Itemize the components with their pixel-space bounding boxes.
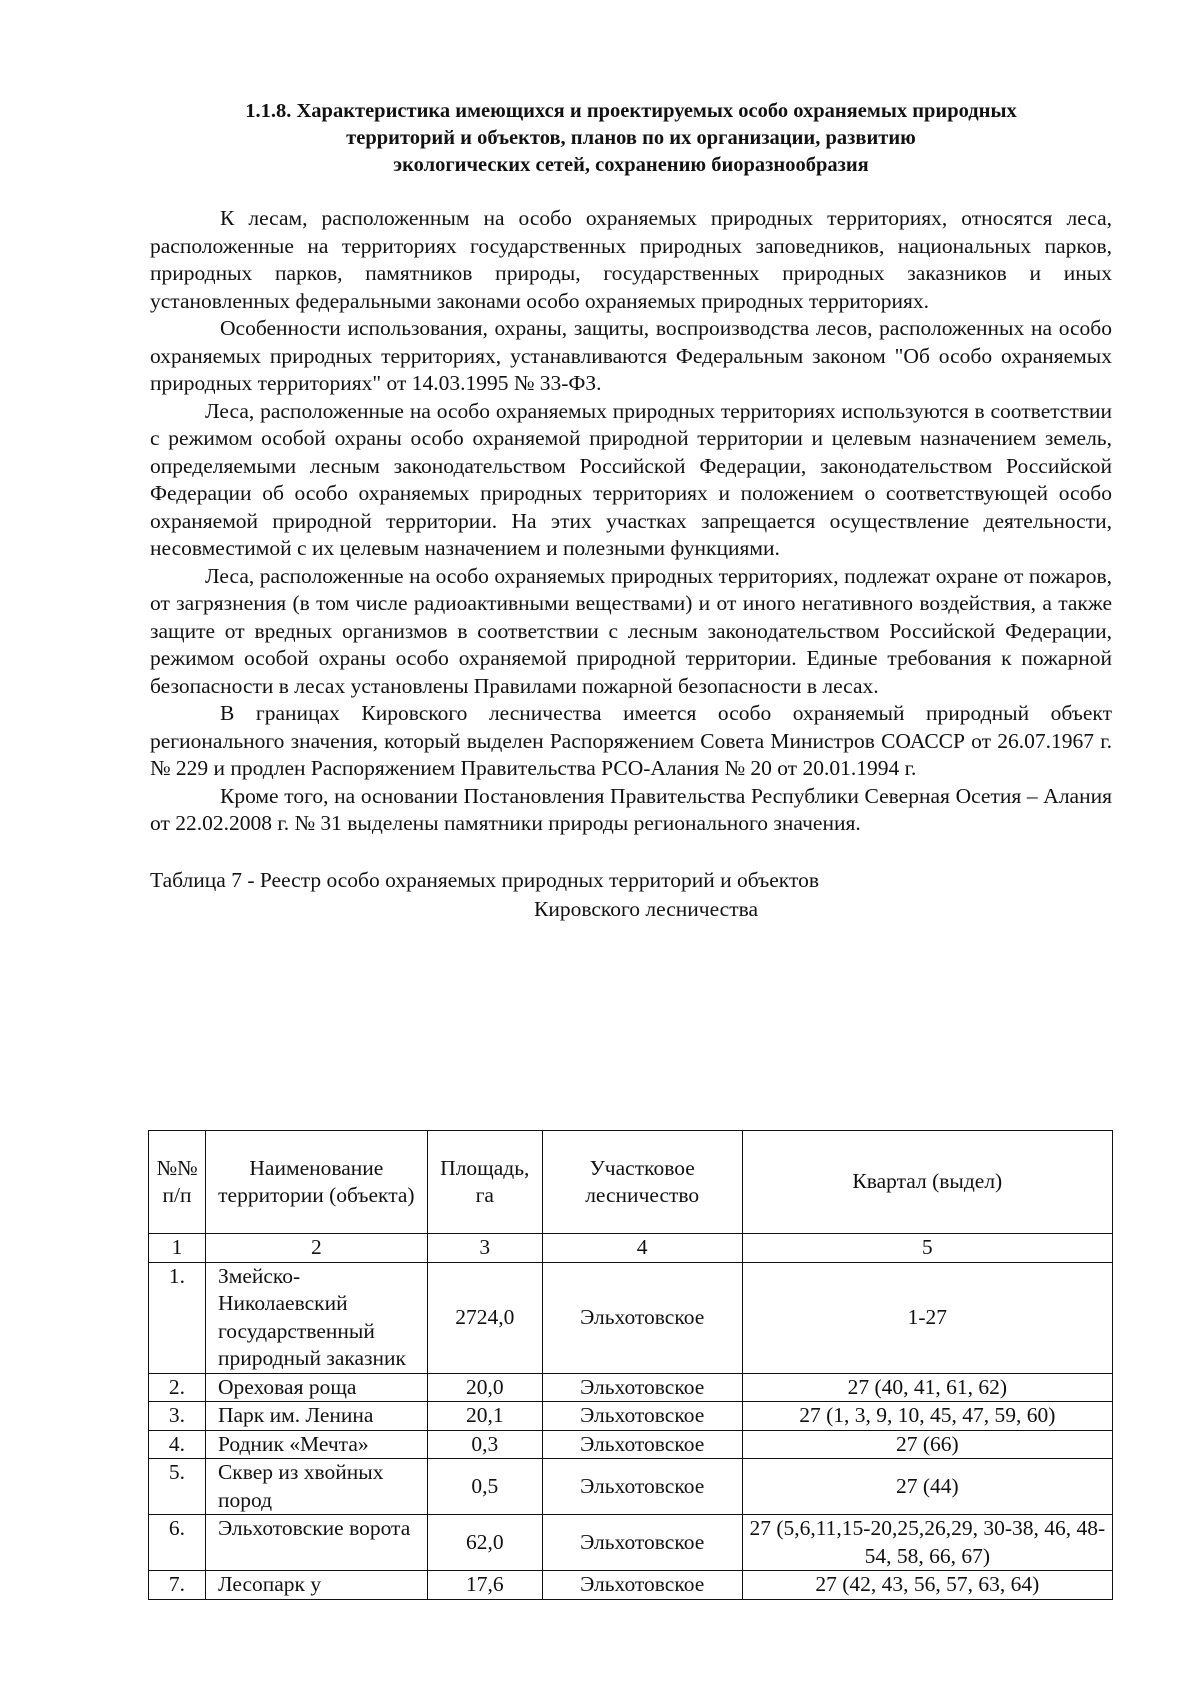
table-header-row	[149, 1131, 1113, 1234]
cell-quarter: 27 (1, 3, 9, 10, 45, 47, 59, 60)	[742, 1402, 1112, 1431]
cell-name: Сквер из хвойных пород	[205, 1459, 427, 1515]
cell-num: 4.	[149, 1430, 206, 1459]
cell-area: 20,0	[427, 1373, 542, 1402]
cell-area: 0,5	[427, 1459, 542, 1515]
registry-table	[148, 1130, 1113, 1600]
cell-name: Эльхотовские ворота	[205, 1515, 427, 1571]
column-number: 5	[742, 1234, 1112, 1263]
header-forestry: Участковое лесничество	[542, 1131, 742, 1234]
table-row	[149, 1430, 1113, 1459]
cell-forestry: Эльхотовское	[542, 1430, 742, 1459]
paragraph: Леса, расположенные на особо охраняемых природных территориях, подлежат охране от пожаров, от загрязнения (в том числе радиоактивными веществами) и от иного негативного воздействия, а также защите от вредных организмов в соответствии с лесным законодательством Российской Федерации, режимом особой охраны особо охраняемой природной территории. Единые требования к пожарной безопасности в лесах установлены Правилами пожарной безопасности в лесах.	[150, 563, 1112, 698]
cell-forestry: Эльхотовское	[542, 1373, 742, 1402]
cell-forestry: Эльхотовское	[542, 1402, 742, 1431]
table-caption	[150, 866, 1112, 924]
header-name: Наименование территории (объекта)	[205, 1131, 427, 1234]
paragraph: Кроме того, на основании Постановления Правительства Республики Северная Осетия – Алания от 22.02.2008 г. № 31 выделены памятники природы регионального значения.	[150, 783, 1112, 835]
cell-num: 6.	[149, 1515, 206, 1571]
paragraph: К лесам, расположенным на особо охраняемых природных территориях, относятся леса, расположенные на территориях государственных природных заповедников, национальных парков, природных парков, памятников природы, государственных природных заказников и иных установленных федеральными законами особо охраняемых природных территориях.	[150, 206, 1112, 313]
column-number: 3	[427, 1234, 542, 1263]
table-row	[149, 1515, 1113, 1571]
header-area: Площадь, га	[427, 1131, 542, 1234]
table-row	[149, 1571, 1113, 1600]
column-number: 1	[149, 1234, 206, 1263]
table-caption-line: Кировского лесничества	[533, 896, 759, 921]
column-number-row	[149, 1234, 1113, 1263]
cell-quarter: 27 (42, 43, 56, 57, 63, 64)	[742, 1571, 1112, 1600]
table-row	[149, 1262, 1113, 1373]
cell-area: 0,3	[427, 1430, 542, 1459]
cell-forestry: Эльхотовское	[542, 1571, 742, 1600]
paragraph: Особенности использования, охраны, защиты, воспроизводства лесов, расположенных на особо охраняемых природных территориях, устанавливаются Федеральным законом "Об особо охраняемых природных территориях" от 14.03.1995 № 33-ФЗ.	[150, 316, 1112, 395]
column-number: 2	[205, 1234, 427, 1263]
document-page	[150, 98, 1112, 924]
cell-num: 1.	[149, 1262, 206, 1373]
section-heading	[150, 98, 1112, 179]
cell-quarter: 27 (40, 41, 61, 62)	[742, 1373, 1112, 1402]
cell-quarter: 27 (66)	[742, 1430, 1112, 1459]
cell-area: 20,1	[427, 1402, 542, 1431]
table-row	[149, 1402, 1113, 1431]
cell-quarter: 27 (5,6,11,15-20,25,26,29, 30-38, 46, 48-54, 58, 66, 67)	[742, 1515, 1112, 1571]
cell-quarter: 27 (44)	[742, 1459, 1112, 1515]
paragraph: Леса, расположенные на особо охраняемых природных территориях используются в соответствии с режимом особой охраны особо охраняемой природной территории и целевым назначением земель, определяемыми лесным законодательством Российской Федерации, законодательством Российской Федерации об особо охраняемых природных территориях и положением о соответствующей особо охраняемой природной территории. На этих участках запрещается осуществление деятельности, несовместимой с их целевым назначением и полезными функциями.	[150, 398, 1112, 560]
paragraph: В границах Кировского лесничества имеется особо охраняемый природный объект регионального значения, который выделен Распоряжением Совета Министров СОАССР от 26.07.1967 г. № 229 и продлен Распоряжением Правительства РСО-Алания № 20 от 20.01.1994 г.	[150, 701, 1112, 780]
cell-num: 2.	[149, 1373, 206, 1402]
body-text	[150, 205, 1112, 838]
cell-num: 5.	[149, 1459, 206, 1515]
cell-quarter: 1-27	[742, 1262, 1112, 1373]
cell-forestry: Эльхотовское	[542, 1459, 742, 1515]
column-number: 4	[542, 1234, 742, 1263]
cell-name: Парк им. Ленина	[205, 1402, 427, 1431]
table-row	[149, 1459, 1113, 1515]
header-num: №№ п/п	[149, 1131, 206, 1234]
cell-name: Змейско-Николаевский государственный природный заказник	[205, 1262, 427, 1373]
cell-name: Ореховая роща	[205, 1373, 427, 1402]
cell-forestry: Эльхотовское	[542, 1515, 742, 1571]
cell-forestry: Эльхотовское	[542, 1262, 742, 1373]
header-quarter: Квартал (выдел)	[742, 1131, 1112, 1234]
table-row	[149, 1373, 1113, 1402]
heading-line: 1.1.8. Характеристика имеющихся и проектируемых особо охраняемых природных	[245, 100, 1017, 122]
cell-name: Родник «Мечта»	[205, 1430, 427, 1459]
cell-area: 62,0	[427, 1515, 542, 1571]
heading-line: экологических сетей, сохранению биоразнообразия	[393, 154, 869, 176]
heading-line: территорий и объектов, планов по их организации, развитию	[346, 127, 916, 149]
cell-area: 17,6	[427, 1571, 542, 1600]
cell-num: 3.	[149, 1402, 206, 1431]
table-caption-line: Таблица 7 - Реестр особо охраняемых природных территорий и объектов	[150, 867, 819, 892]
cell-name: Лесопарк у	[205, 1571, 427, 1600]
cell-area: 2724,0	[427, 1262, 542, 1373]
cell-num: 7.	[149, 1571, 206, 1600]
